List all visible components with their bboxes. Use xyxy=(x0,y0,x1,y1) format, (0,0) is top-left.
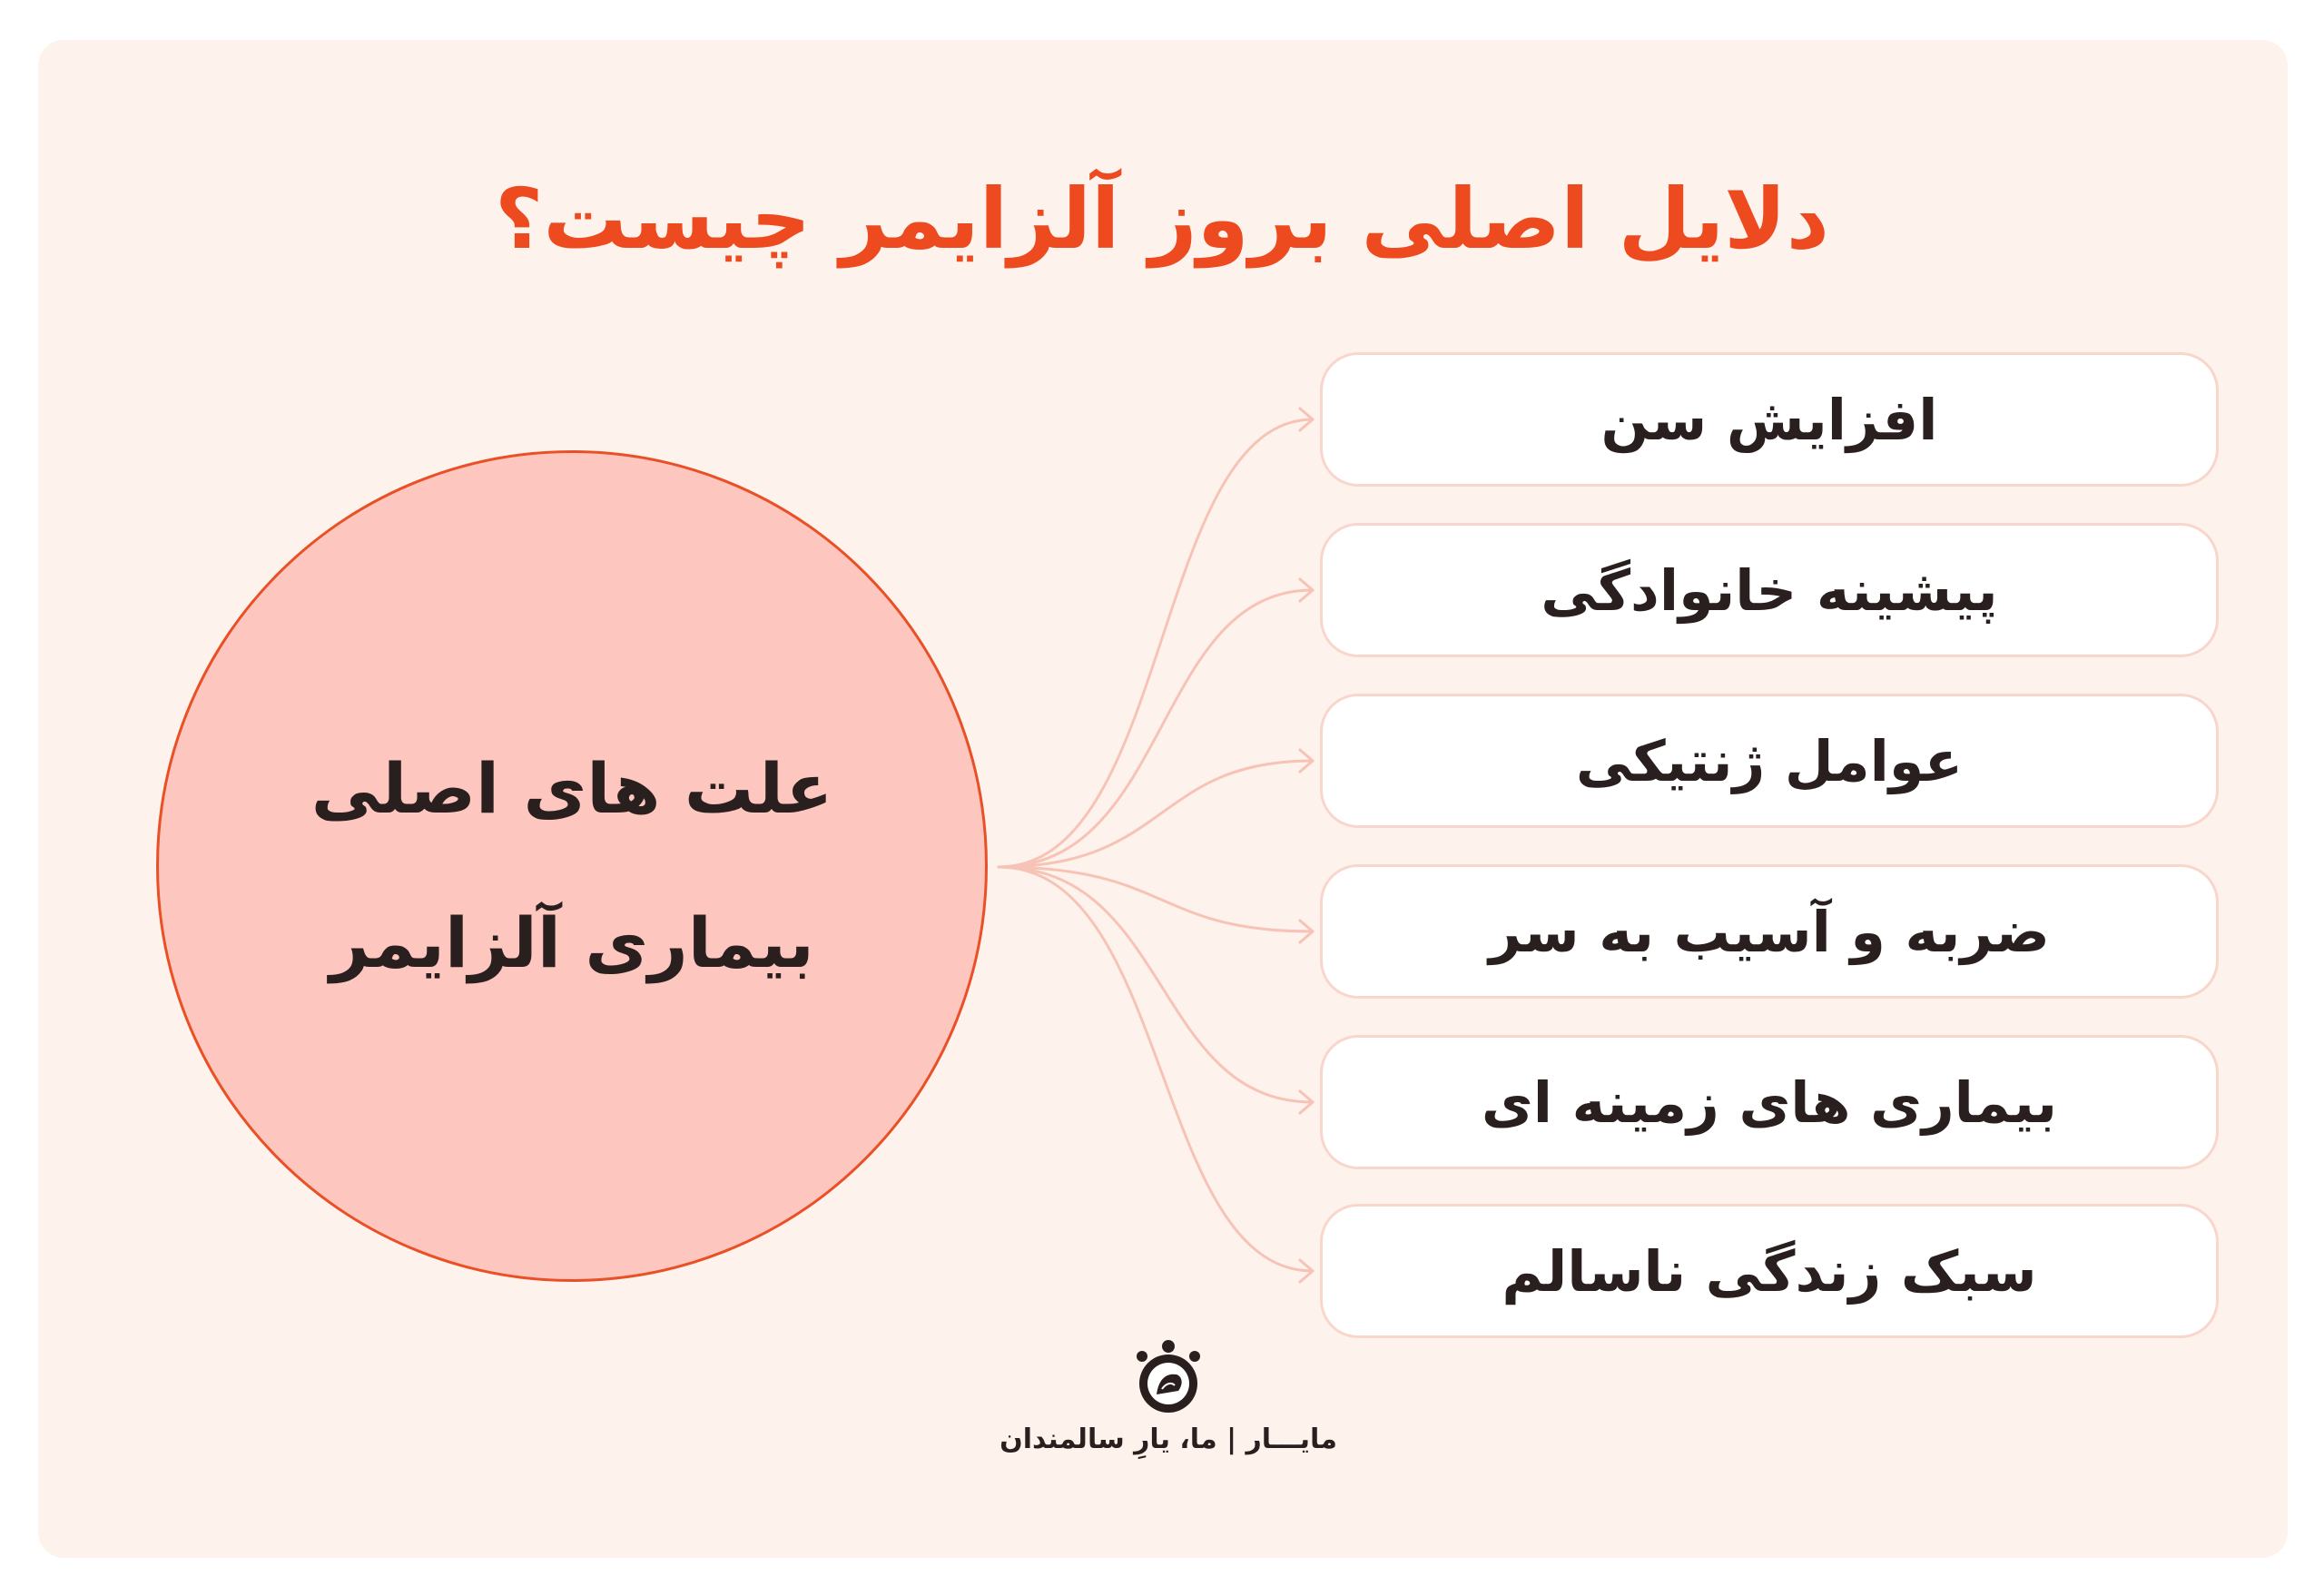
cause-card-unhealthy-lifestyle xyxy=(1320,1204,2219,1338)
cause-label: بیماری های زمینه ای xyxy=(1481,1069,2058,1136)
page-title: دلایل اصلی بروز آلزایمر چیست؟ xyxy=(494,171,1830,268)
cause-label: پیشینه خانوادگی xyxy=(1541,557,1998,624)
cause-label: ضربه و آسیب به سر xyxy=(1489,898,2050,965)
people-circle-logo-icon xyxy=(1129,1338,1207,1416)
cause-card-head-injury xyxy=(1320,864,2219,999)
central-topic-line-2: بیماری آلزایمر xyxy=(330,902,814,983)
brand-name: مایـــار | ما، یارِ سالمندان xyxy=(1000,1424,1337,1455)
cause-card-age xyxy=(1320,352,2219,487)
cause-card-family-history xyxy=(1320,523,2219,657)
cause-label: افزایش سن xyxy=(1600,386,1938,453)
cause-label: سبک زندگی ناسالم xyxy=(1502,1237,2037,1305)
cause-label: عوامل ژنتیکی xyxy=(1575,727,1964,794)
cause-card-genetics xyxy=(1320,694,2219,828)
central-topic-circle xyxy=(156,450,988,1282)
central-topic-line-1: علت های اصلی xyxy=(310,748,833,829)
cause-card-underlying-diseases xyxy=(1320,1035,2219,1169)
